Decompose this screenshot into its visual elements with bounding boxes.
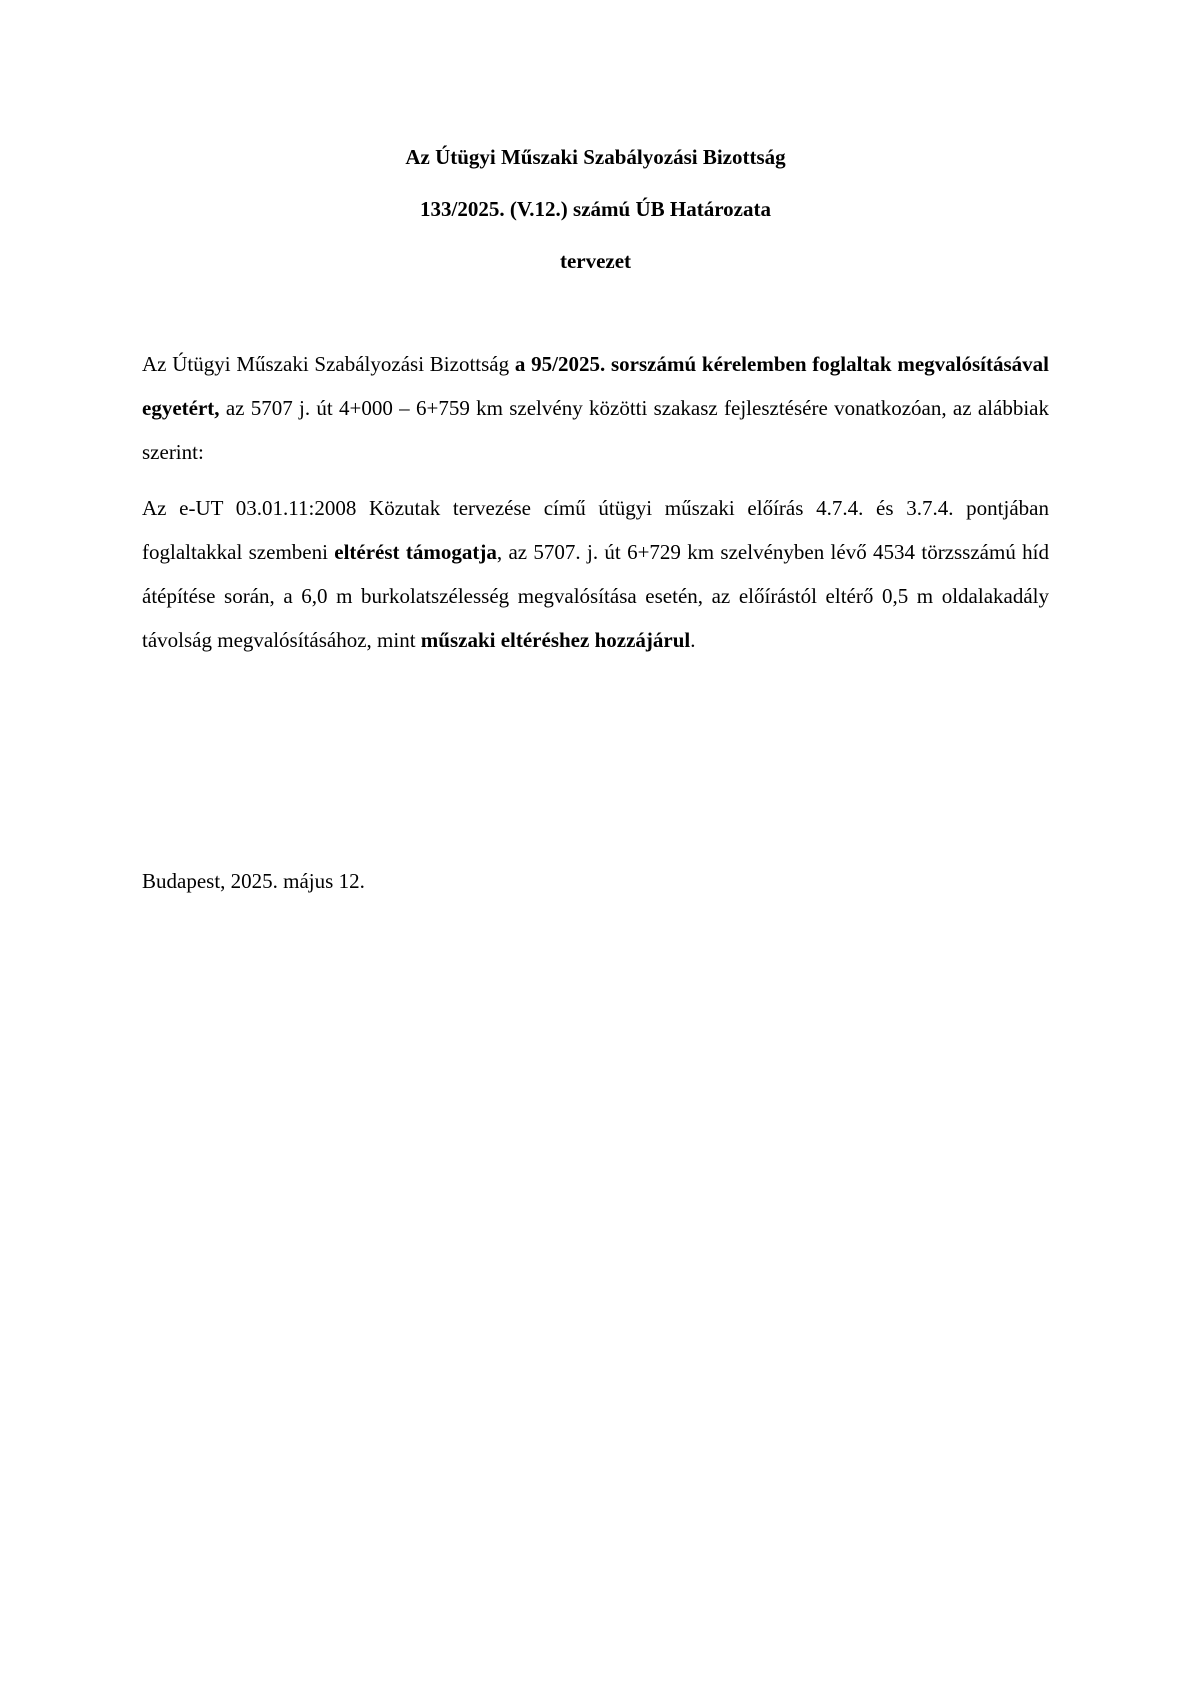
draft-label: tervezet [559, 249, 632, 273]
paragraph-deviation-bold-1: eltérést támogatja [334, 540, 497, 564]
paragraph-deviation-bold-2: műszaki eltéréshez hozzájárul [420, 628, 691, 652]
paragraph-approval [142, 342, 1049, 474]
paragraph-approval-bold-1: a 95/2025. sorszámú kérelemben foglaltak megvalósításával egyetért, [142, 352, 1050, 420]
paragraph-deviation [142, 486, 1049, 662]
committee-title: Az Útügyi Műszaki Szabályozási Bizottság [405, 145, 786, 169]
paragraph-approval-text-2: az 5707 j. út 4+000 – 6+759 km szelvény közötti szakasz fejlesztésére vonatkozóan, az alábbiak szerint: [142, 396, 1049, 464]
resolution-number: 133/2025. (V.12.) számú ÚB Határozata [420, 197, 771, 221]
paragraph-deviation-text-2: , az 5707. j. út 6+729 km szelvényben lévő 4534 törzsszámú híd átépítése során, a 6,0 m burkolatszélesség megvalósítása esetén, az előírástól eltérő 0,5 m oldalakadály távolság megvalósításához, mint [142, 540, 1049, 652]
paragraph-deviation-text-3: . [690, 628, 696, 652]
paragraph-deviation-text-1: Az e-UT 03.01.11:2008 Közutak tervezése című útügyi műszaki előírás 4.7.4. és 3.7.4. pontjában foglaltakkal szembeni [142, 496, 1049, 564]
paragraph-approval-text-1: Az Útügyi Műszaki Szabályozási Bizottság [142, 352, 515, 376]
place-and-date: Budapest, 2025. május 12. [142, 869, 365, 893]
